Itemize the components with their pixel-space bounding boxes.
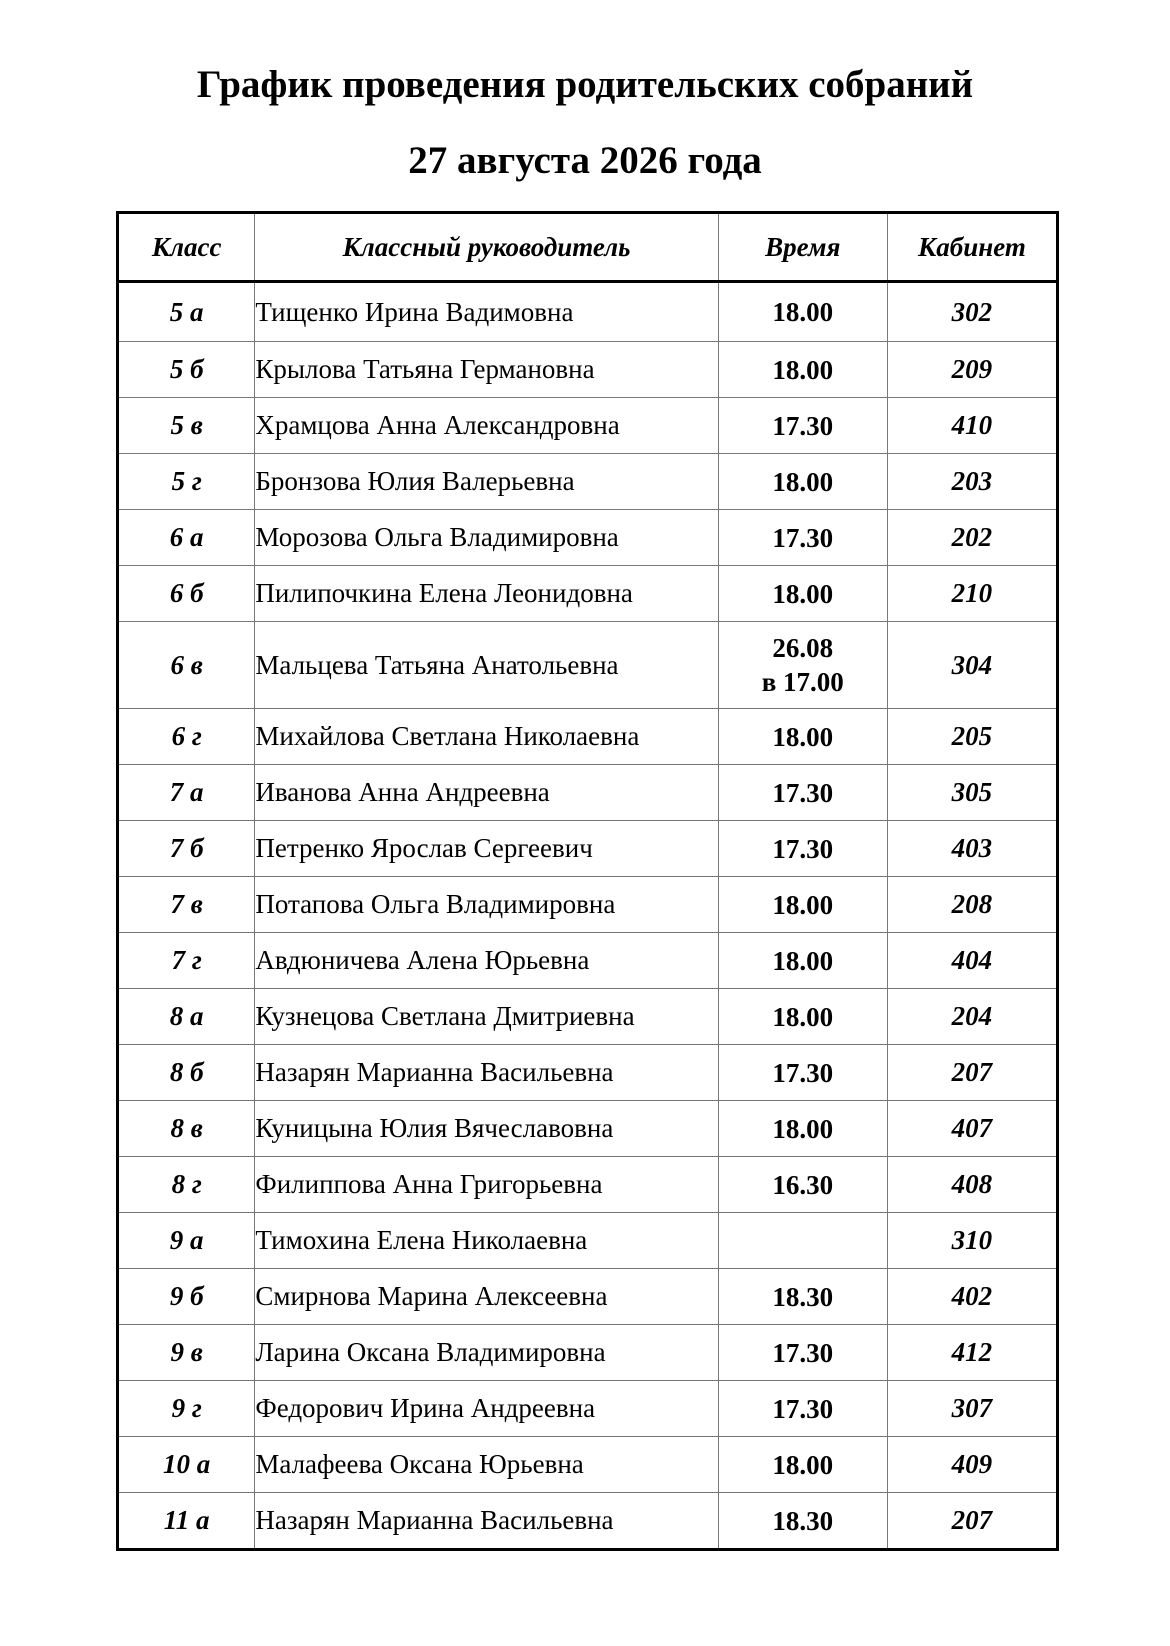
cell-class: 8 б	[118, 1045, 255, 1101]
time-line: 18.00	[772, 889, 834, 920]
table-row	[118, 282, 1058, 342]
table-row	[118, 398, 1058, 454]
cell-class: 5 в	[118, 398, 255, 454]
table-row	[118, 342, 1058, 398]
cell-room: 410	[887, 398, 1057, 454]
time-line: 18.00	[772, 945, 834, 976]
cell-teacher: Назарян Марианна Васильевна	[255, 1045, 718, 1101]
cell-teacher: Ларина Оксана Владимировна	[255, 1325, 718, 1381]
cell-room: 205	[887, 709, 1057, 765]
time-line: 17.30	[772, 833, 834, 864]
cell-room: 407	[887, 1101, 1057, 1157]
table-row	[118, 510, 1058, 566]
table-row	[118, 622, 1058, 709]
header-time: Время	[718, 213, 887, 282]
cell-teacher: Смирнова Марина Алексеевна	[255, 1269, 718, 1325]
time-line: 18.00	[772, 1449, 834, 1480]
cell-time	[718, 877, 887, 933]
time-line: 18.00	[772, 1113, 834, 1144]
cell-room: 207	[887, 1045, 1057, 1101]
cell-room: 208	[887, 877, 1057, 933]
time-line: 18.00	[772, 578, 834, 609]
cell-class: 5 б	[118, 342, 255, 398]
cell-class: 6 г	[118, 709, 255, 765]
cell-class: 7 г	[118, 933, 255, 989]
cell-teacher: Тищенко Ирина Вадимовна	[255, 282, 718, 342]
table-row	[118, 1157, 1058, 1213]
cell-class: 5 г	[118, 454, 255, 510]
time-line: 18.00	[772, 297, 834, 327]
page-title: График проведения родительских собраний	[196, 63, 974, 106]
cell-teacher: Морозова Ольга Владимировна	[255, 510, 718, 566]
cell-teacher: Иванова Анна Андреевна	[255, 765, 718, 821]
table-row	[118, 1437, 1058, 1493]
time-line: 18.30	[772, 1281, 834, 1312]
header-class: Класс	[118, 213, 255, 282]
cell-teacher: Михайлова Светлана Николаевна	[255, 709, 718, 765]
time-line: в 17.00	[761, 667, 844, 697]
cell-room: 403	[887, 821, 1057, 877]
cell-time	[718, 989, 887, 1045]
table-row	[118, 1101, 1058, 1157]
cell-time	[718, 1269, 887, 1325]
cell-room: 310	[887, 1213, 1057, 1269]
cell-time	[718, 1157, 887, 1213]
cell-time	[718, 282, 887, 342]
cell-room: 304	[887, 622, 1057, 709]
cell-time	[718, 1045, 887, 1101]
time-line: 16.30	[772, 1169, 834, 1200]
time-line: 17.30	[772, 410, 834, 441]
cell-class: 6 а	[118, 510, 255, 566]
cell-teacher: Петренко Ярослав Сергеевич	[255, 821, 718, 877]
time-line: 18.30	[772, 1505, 834, 1536]
time-line: 17.30	[772, 1393, 834, 1424]
time-line: 17.30	[772, 522, 834, 553]
cell-room: 412	[887, 1325, 1057, 1381]
time-line: 18.00	[772, 466, 834, 497]
cell-time	[718, 709, 887, 765]
table-row	[118, 1325, 1058, 1381]
cell-room: 409	[887, 1437, 1057, 1493]
time-line: 17.30	[772, 777, 834, 808]
cell-room: 209	[887, 342, 1057, 398]
cell-teacher: Филиппова Анна Григорьевна	[255, 1157, 718, 1213]
cell-room: 204	[887, 989, 1057, 1045]
cell-teacher: Бронзова Юлия Валерьевна	[255, 454, 718, 510]
cell-time	[718, 933, 887, 989]
cell-class: 9 а	[118, 1213, 255, 1269]
header-teacher: Классный руководитель	[255, 213, 718, 282]
time-line: 26.08	[772, 633, 834, 663]
cell-time	[718, 1381, 887, 1437]
table-row	[118, 933, 1058, 989]
cell-teacher: Мальцева Татьяна Анатольевна	[255, 622, 718, 709]
cell-teacher: Малафеева Оксана Юрьевна	[255, 1437, 718, 1493]
cell-teacher: Крылова Татьяна Германовна	[255, 342, 718, 398]
schedule-table	[116, 211, 1059, 1551]
cell-time	[718, 1101, 887, 1157]
time-line: 17.30	[772, 1337, 834, 1368]
time-line: 18.00	[772, 1001, 834, 1032]
table-row	[118, 454, 1058, 510]
cell-teacher: Храмцова Анна Александровна	[255, 398, 718, 454]
table-row	[118, 821, 1058, 877]
cell-room: 207	[887, 1493, 1057, 1550]
time-line: 18.00	[772, 721, 834, 752]
cell-class: 8 а	[118, 989, 255, 1045]
cell-teacher: Назарян Марианна Васильевна	[255, 1493, 718, 1550]
cell-time	[718, 566, 887, 622]
cell-class: 9 г	[118, 1381, 255, 1437]
table-row	[118, 1213, 1058, 1269]
cell-time	[718, 622, 887, 709]
cell-class: 7 б	[118, 821, 255, 877]
cell-room: 203	[887, 454, 1057, 510]
cell-room: 302	[887, 282, 1057, 342]
cell-time	[718, 821, 887, 877]
table-row	[118, 1269, 1058, 1325]
cell-room: 402	[887, 1269, 1057, 1325]
table-row	[118, 765, 1058, 821]
cell-time	[718, 510, 887, 566]
cell-time	[718, 342, 887, 398]
table-row	[118, 989, 1058, 1045]
table-row	[118, 877, 1058, 933]
table-row	[118, 566, 1058, 622]
cell-class: 11 а	[118, 1493, 255, 1550]
header-room: Кабинет	[887, 213, 1057, 282]
cell-teacher: Кузнецова Светлана Дмитриевна	[255, 989, 718, 1045]
cell-teacher: Куницына Юлия Вячеславовна	[255, 1101, 718, 1157]
time-line: 18.00	[772, 354, 834, 385]
cell-room: 210	[887, 566, 1057, 622]
header-row	[118, 213, 1058, 282]
cell-time	[718, 1325, 887, 1381]
table-row	[118, 709, 1058, 765]
table-row	[118, 1493, 1058, 1550]
time-line: 17.30	[772, 1057, 834, 1088]
cell-teacher: Авдюничева Алена Юрьевна	[255, 933, 718, 989]
cell-time	[718, 1437, 887, 1493]
cell-class: 5 а	[118, 282, 255, 342]
table-row	[118, 1381, 1058, 1437]
cell-class: 8 г	[118, 1157, 255, 1213]
cell-class: 8 в	[118, 1101, 255, 1157]
cell-time	[718, 1493, 887, 1550]
cell-class: 9 б	[118, 1269, 255, 1325]
cell-class: 9 в	[118, 1325, 255, 1381]
table-row	[118, 1045, 1058, 1101]
schedule-rows	[118, 282, 1058, 1550]
cell-time	[718, 765, 887, 821]
cell-time	[718, 454, 887, 510]
cell-time	[718, 1213, 887, 1269]
cell-room: 305	[887, 765, 1057, 821]
cell-teacher: Федорович Ирина Андреевна	[255, 1381, 718, 1437]
cell-teacher: Тимохина Елена Николаевна	[255, 1213, 718, 1269]
cell-teacher: Потапова Ольга Владимировна	[255, 877, 718, 933]
cell-room: 408	[887, 1157, 1057, 1213]
cell-room: 202	[887, 510, 1057, 566]
cell-class: 6 в	[118, 622, 255, 709]
cell-class: 7 а	[118, 765, 255, 821]
cell-time	[718, 398, 887, 454]
page-subtitle-date: 27 августа 2026 года	[408, 139, 762, 182]
cell-room: 307	[887, 1381, 1057, 1437]
cell-class: 7 в	[118, 877, 255, 933]
cell-class: 10 а	[118, 1437, 255, 1493]
cell-class: 6 б	[118, 566, 255, 622]
cell-teacher: Пилипочкина Елена Леонидовна	[255, 566, 718, 622]
cell-room: 404	[887, 933, 1057, 989]
